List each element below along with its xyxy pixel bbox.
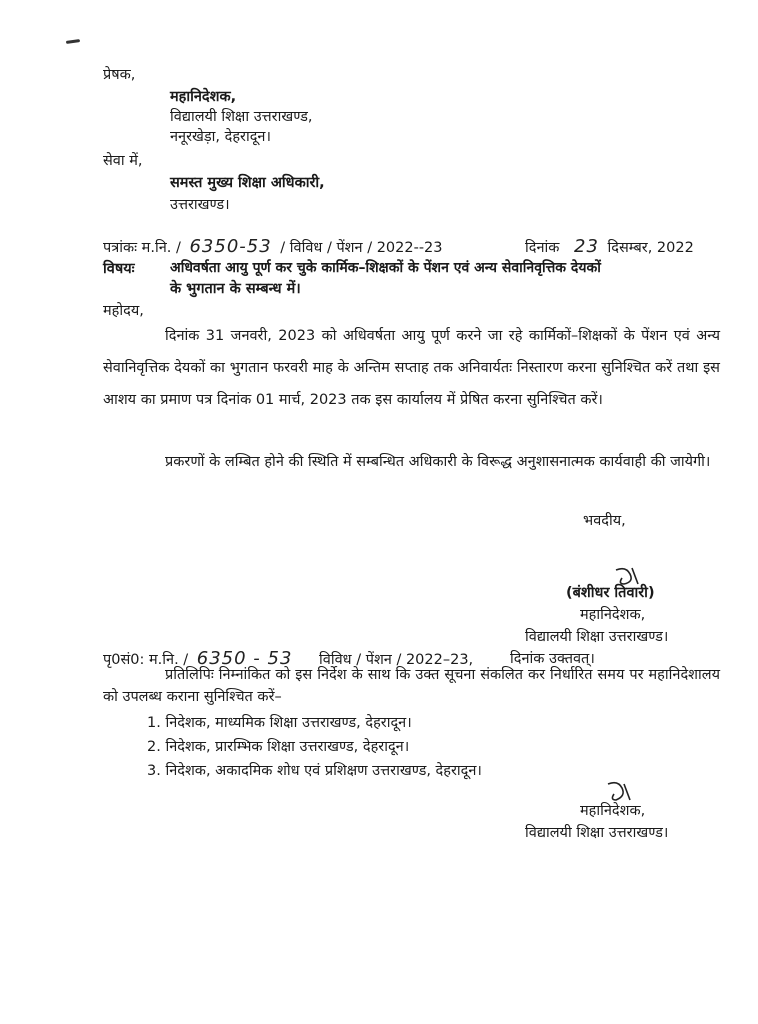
ref-suffix: / विविध / पेंशन / 2022--23 [280,240,443,256]
body-para-1: दिनांक 31 जनवरी, 2023 को अधिवर्षता आयु पूर्ण करने जा रहे कार्मिकों–शिक्षकों के पेंशन एवं अन्य सेवानिवृत्तिक देयकों का भुगतान फरवरी माह के अन्तिम सप्ताह तक अनिवार्यतः निस्तारण करना सुनिश्चित करें तथा इस आशय का प्रमाण पत्र दिनांक 01 मार्च, 2023 तक इस कार्यालय में प्रेषित करना सुनिश्चित करें। [103,328,720,408]
copy-list-item-3: 3. निदेशक, अकादमिक शोध एवं प्रशिक्षण उत्तराखण्ड, देहरादून। [147,763,482,779]
sender-dept: विद्यालयी शिक्षा उत्तराखण्ड, [170,109,313,125]
signatory-dept: विद्यालयी शिक्षा उत्तराखण्ड। [525,629,669,645]
recipient-title: समस्त मुख्य शिक्षा अधिकारी, [170,175,325,191]
copy-list-item-1: 1. निदेशक, माध्यमिक शिक्षा उत्तराखण्ड, देहरादून। [147,715,412,731]
signatory-name: (बंशीधर तिवारी) [566,585,655,601]
subject-line2: के भुगतान के सम्बन्ध में। [170,281,301,297]
copy-list-item-2: 2. निदेशक, प्रारम्भिक शिक्षा उत्तराखण्ड, देहरादून। [147,739,410,755]
body-para-2: प्रकरणों के लम्बित होने की स्थिति में सम्बन्धित अधिकारी के विरूद्ध अनुशासनात्मक कार्यवाही की जायेगी। [165,454,711,470]
ref-date-rest: दिसम्बर, 2022 [607,240,694,256]
sender-address: ननूरखेड़ा, देहरादून। [170,129,271,145]
sender-title: महानिदेशक, [170,89,237,105]
ref-label: पत्रांकः [103,240,138,256]
ref-date-label: दिनांक [525,240,560,256]
copy-ref-label: पृ0सं0: [103,652,145,668]
recipient-label: सेवा में, [103,153,143,169]
signatory-title: महानिदेशक, [580,607,646,623]
closing: भवदीय, [583,513,626,529]
copy-ref-prefix: म.नि. / [148,652,189,668]
copy-ref-number: 6350 - 53 [196,648,293,669]
sender-label: प्रेषक, [103,67,136,83]
salutation: महोदय, [103,303,144,319]
copy-ref-date: दिनांक उक्तवत्। [510,651,595,667]
ref-date-day: 23 [574,236,599,257]
recipient-state: उत्तराखण्ड। [170,197,230,213]
subject-label: विषयः [103,261,135,277]
signatory2-dept: विद्यालयी शिक्षा उत्तराखण्ड। [525,825,669,841]
subject-line1: अधिवर्षता आयु पूर्ण कर चुके कार्मिक–शिक्षकों के पेंशन एवं अन्य सेवानिवृत्तिक देयकों [170,260,601,276]
signatory2-title: महानिदेशक, [580,803,646,819]
ref-line [103,236,443,257]
ref-prefix: म.नि. / [141,240,181,256]
copy-ref-suffix: विविध / पेंशन / 2022–23, [319,652,474,668]
ref-number: 6350-53 [189,236,272,257]
ref-date [525,236,694,257]
copy-intro: प्रतिलिपिः निम्नांकित को इस निर्देश के साथ कि उक्त सूचना संकलित कर निर्धारित समय पर महानिदेशालय को उपलब्ध कराना सुनिश्चित करें– [103,667,720,705]
pen-mark-icon [66,39,80,44]
